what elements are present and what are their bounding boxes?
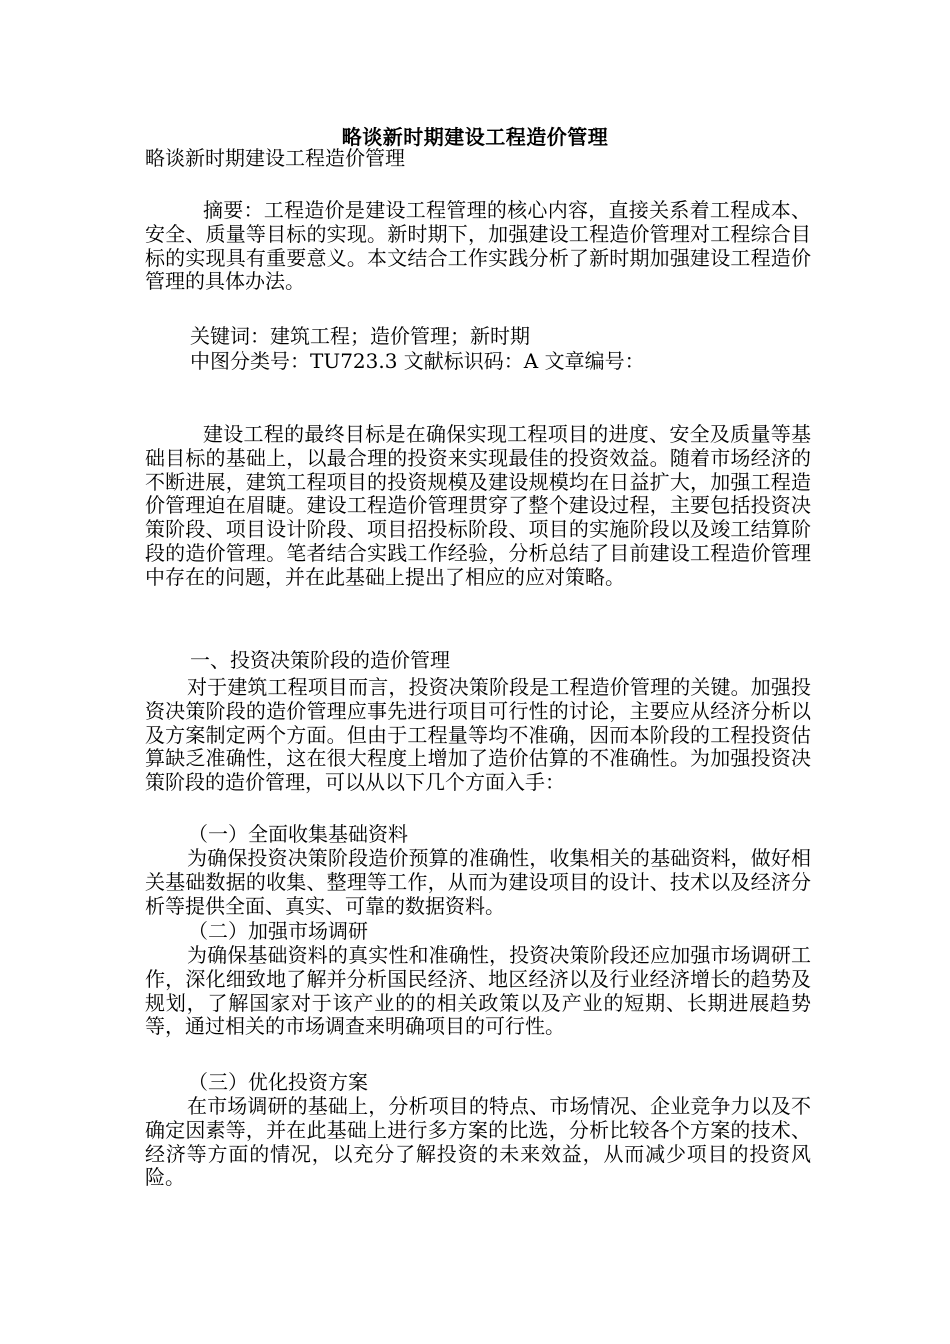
- subsection-paragraph-collect-data: 为确保投资决策阶段造价预算的准确性，收集相关的基础资料，做好相关基础数据的收集、整理等工作，从而为建设项目的设计、技术以及经济分析等提供全面、真实、可靠的数据资料。: [145, 846, 811, 918]
- classification-line: 中图分类号：TU723.3 文献标识码：A 文章编号：: [190, 349, 645, 373]
- subsection-paragraph-optimize-plan: 在市场调研的基础上，分析项目的特点、市场情况、企业竞争力以及不确定因素等，并在此基础上进行多方案的比选，分析比较各个方案的技术、经济等方面的情况，以充分了解投资的未来效益，从而减少项目的投资风险。: [145, 1094, 811, 1190]
- subsection-heading-collect-data: （一）全面收集基础资料: [188, 822, 408, 846]
- document-subtitle: 略谈新时期建设工程造价管理: [145, 146, 405, 170]
- document-title: 略谈新时期建设工程造价管理: [341, 125, 609, 149]
- subsection-heading-market-research: （二）加强市场调研: [188, 919, 368, 943]
- section-paragraph-investment-decision: 对于建筑工程项目而言，投资决策阶段是工程造价管理的关键。加强投资决策阶段的造价管理应事先进行项目可行性的讨论，主要应从经济分析以及方案制定两个方面。但由于工程量等均不准确，因而本阶段的工程投资估算缺乏准确性，这在很大程度上增加了造价估算的不准确性。为加强投资决策阶段的造价管理，可以从以下几个方面入手：: [145, 675, 811, 795]
- abstract-paragraph: 摘要：工程造价是建设工程管理的核心内容，直接关系着工程成本、安全、质量等目标的实现。新时期下，加强建设工程造价管理对工程综合目标的实现具有重要意义。本文结合工作实践分析了新时期加强建设工程造价管理的具体办法。: [145, 198, 811, 294]
- subsection-heading-optimize-plan: （三）优化投资方案: [188, 1070, 368, 1094]
- introduction-paragraph: 建设工程的最终目标是在确保实现工程项目的进度、安全及质量等基础目标的基础上，以最合理的投资来实现最佳的投资效益。随着市场经济的不断进展，建筑工程项目的投资规模及建设规模均在日益扩大，加强工程造价管理迫在眉睫。建设工程造价管理贯穿了整个建设过程，主要包括投资决策阶段、项目设计阶段、项目招投标阶段、项目的实施阶段以及竣工结算阶段的造价管理。笔者结合实践工作经验，分析总结了目前建设工程造价管理中存在的问题，并在此基础上提出了相应的应对策略。: [145, 422, 811, 589]
- subsection-paragraph-market-research: 为确保基础资料的真实性和准确性，投资决策阶段还应加强市场调研工作，深化细致地了解并分析国民经济、地区经济以及行业经济增长的趋势及规划，了解国家对于该产业的的相关政策以及产业的短期、长期进展趋势等，通过相关的市场调查来明确项目的可行性。: [145, 943, 811, 1039]
- section-heading-investment-decision: 一、投资决策阶段的造价管理: [190, 648, 450, 672]
- keywords-line: 关键词：建筑工程；造价管理；新时期: [190, 324, 530, 348]
